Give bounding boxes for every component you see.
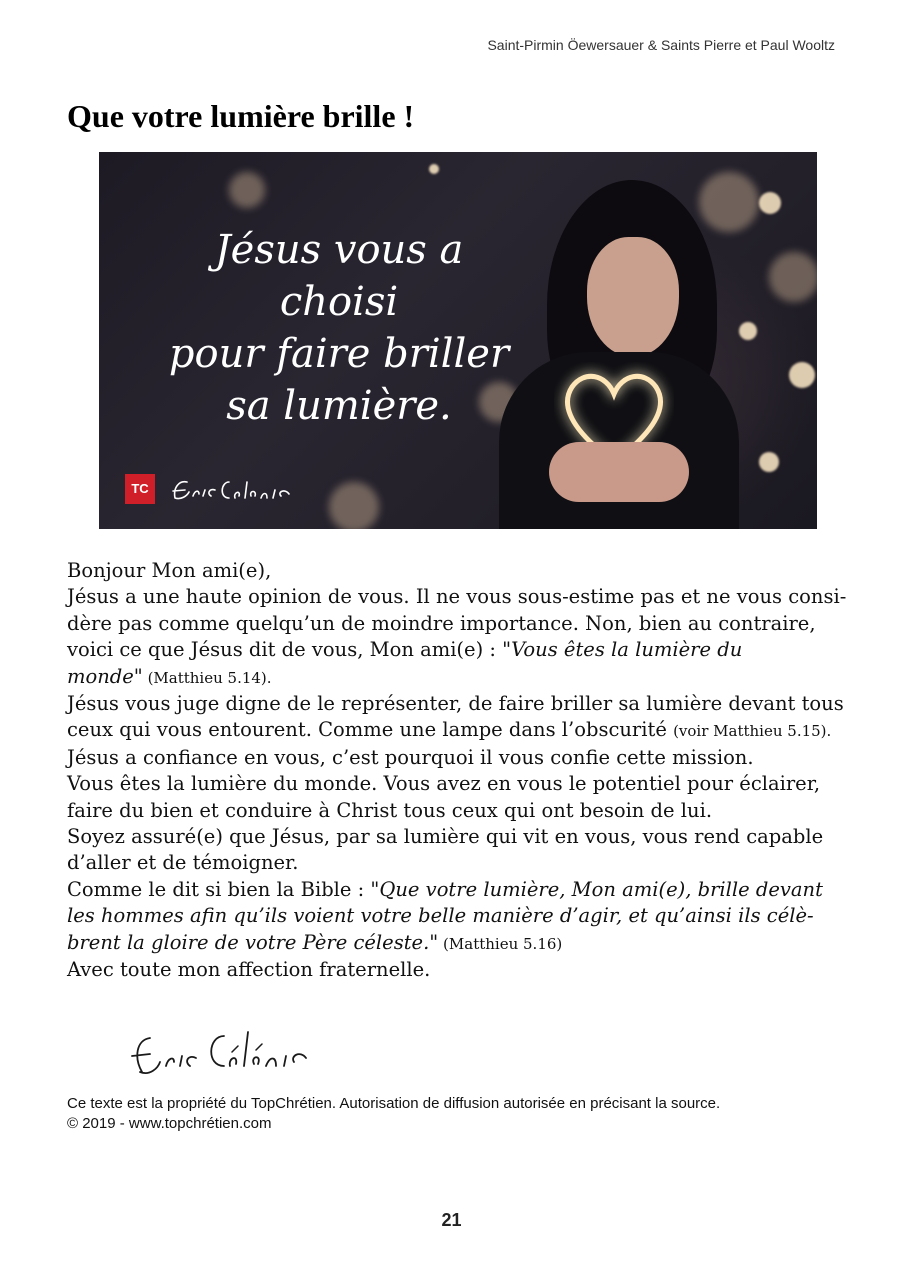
body-line <box>67 717 842 744</box>
scripture-quote: monde" <box>67 664 143 688</box>
page-title: Que votre lumière brille ! <box>67 98 415 134</box>
body-line <box>67 637 842 663</box>
letter-body <box>67 558 847 984</box>
scripture-quote: brent la gloire de votre Père céleste." <box>67 930 439 954</box>
scripture-reference: (Matthieu 5.16) <box>438 934 563 953</box>
body-line <box>67 930 842 957</box>
body-line: faire du bien et conduire à Christ tous ceux qui ont besoin de lui. <box>67 798 713 822</box>
body-line <box>67 877 842 903</box>
author-signature <box>120 1022 310 1080</box>
cupped-hands <box>549 442 689 502</box>
scripture-quote: les hommes afin qu’ils voient votre belle manière d’agir, et qu’ainsi ils célè- <box>67 904 814 928</box>
body-line: dère pas comme quelqu’un de moindre importance. Non, bien au contraire, <box>67 611 816 635</box>
body-text-segment: ceux qui vous entourent. Comme une lampe dans l’obscurité <box>67 718 674 742</box>
scripture-quote: "Que votre lumière, Mon ami(e), brille devant <box>370 877 823 901</box>
scripture-quote: "Vous êtes la lumière du <box>502 638 743 662</box>
scripture-reference: (voir Matthieu 5.15). <box>673 722 832 741</box>
running-header: Saint-Pirmin Öewersauer & Saints Pierre et Paul Wooltz <box>487 37 835 53</box>
body-line: Vous êtes la lumière du monde. Vous avez en vous le potentiel pour éclairer, <box>67 772 821 796</box>
scripture-reference: (Matthieu 5.14). <box>142 668 272 687</box>
body-line: Bonjour Mon ami(e), <box>67 559 272 582</box>
closing-line: Avec toute mon affection fraternelle. <box>67 958 431 982</box>
copyright-line: © 2019 - www.topchrétien.com <box>67 1115 272 1132</box>
hero-quote <box>159 224 519 432</box>
woman-face <box>587 237 679 357</box>
hero-quote-line: sa lumière. <box>226 383 452 429</box>
copyright-notice: Ce texte est la propriété du TopChrétien. Autorisation de diffusion autorisée en précisant la source. <box>67 1095 721 1112</box>
hero-quote-line: pour faire briller <box>168 331 510 377</box>
body-line: Jésus a confiance en vous, c’est pourquoi il vous confie cette mission. <box>67 745 754 769</box>
body-line <box>67 664 842 691</box>
page-number: 21 <box>441 1210 462 1230</box>
body-line: Jésus a une haute opinion de vous. Il ne vous sous-estime pas et ne vous consi- <box>67 585 847 609</box>
body-text-segment: voici ce que Jésus dit de vous, Mon ami(e) : <box>67 638 503 662</box>
body-text-segment: Comme le dit si bien la Bible : <box>67 877 371 901</box>
topchretien-logo: TC <box>125 474 155 504</box>
footer <box>67 1094 720 1134</box>
body-line: Soyez assuré(e) que Jésus, par sa lumière qui vit en vous, vous rend capable <box>67 825 824 849</box>
hero-signature <box>167 474 297 506</box>
body-line: d’aller et de témoigner. <box>67 851 299 875</box>
hero-image <box>99 152 817 529</box>
body-line: Jésus vous juge digne de le représenter, de faire briller sa lumière devant tous <box>67 692 844 716</box>
hero-quote-line: Jésus vous a choisi <box>214 227 464 325</box>
